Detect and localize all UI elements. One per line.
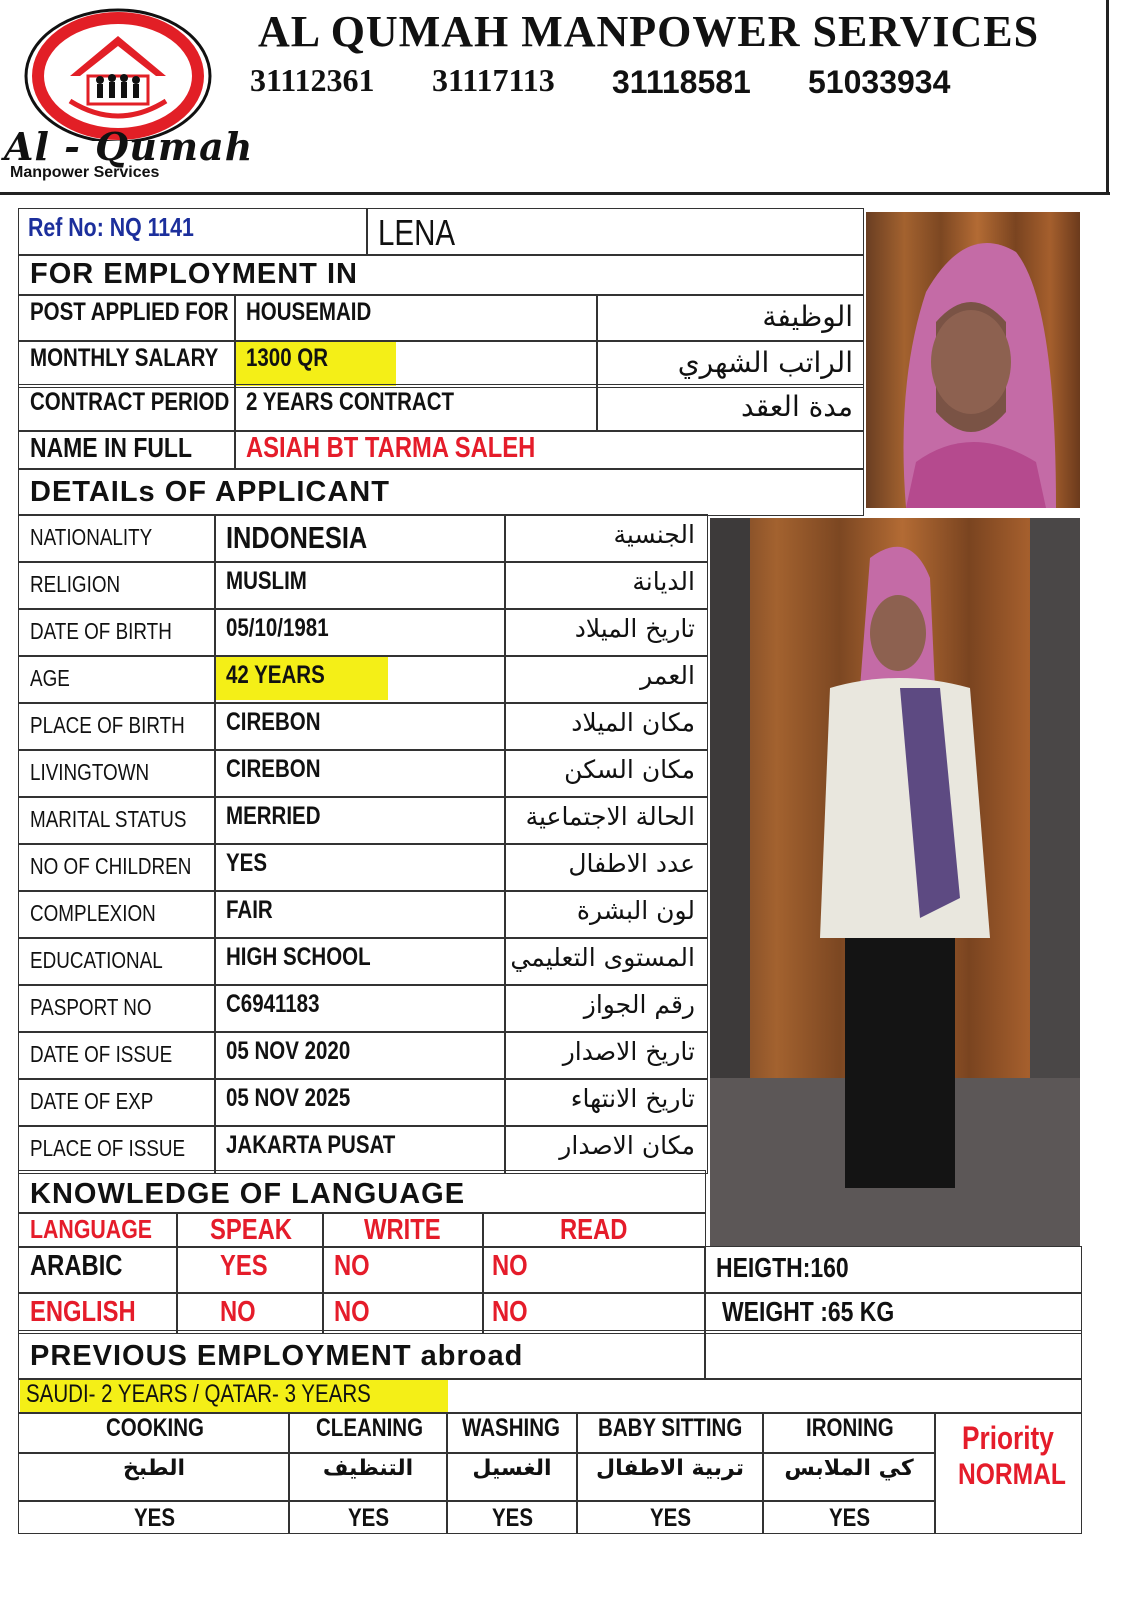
detail-value: JAKARTA PUSAT: [226, 1131, 396, 1159]
detail-label: NATIONALITY: [30, 524, 153, 550]
skill-name: IRONING: [806, 1414, 894, 1442]
detail-value: HIGH SCHOOL: [226, 943, 371, 971]
lang-read: NO: [492, 1250, 528, 1282]
phone-4: 51033934: [808, 64, 951, 100]
logo-house-icon: [0, 6, 240, 141]
detail-value: INDONESIA: [226, 520, 368, 555]
detail-value: 05 NOV 2020: [226, 1037, 351, 1065]
detail-value: 05 NOV 2025: [226, 1084, 351, 1112]
lang-header: WRITE: [364, 1214, 441, 1246]
nickname: LENA: [378, 212, 456, 253]
phone-1: 31112361: [250, 62, 375, 98]
logo-script: Al - Qumah: [4, 124, 254, 169]
detail-value: MERRIED: [226, 802, 321, 830]
phone-2: 31117113: [432, 62, 555, 98]
detail-arabic: الجنسية: [613, 520, 695, 549]
logo-subtitle: Manpower Services: [10, 164, 160, 181]
name-label: NAME IN FULL: [30, 432, 192, 463]
emp-arabic: الوظيفة: [762, 300, 853, 333]
emp-value: HOUSEMAID: [246, 298, 372, 326]
emp-label: CONTRACT PERIOD: [30, 388, 230, 416]
company-name: AL QUMAH MANPOWER SERVICES: [258, 7, 1040, 56]
detail-arabic: مكان السكن: [564, 755, 695, 784]
lang-lang: ENGLISH: [30, 1296, 136, 1328]
details-heading: DETAILs OF APPLICANT: [30, 476, 390, 508]
priority-value: NORMAL: [958, 1458, 1066, 1491]
emp-label: MONTHLY SALARY: [30, 344, 219, 372]
detail-label: PLACE OF ISSUE: [30, 1135, 186, 1161]
detail-arabic: مكان الاصدار: [559, 1131, 695, 1160]
emp-arabic: مدة العقد: [741, 390, 853, 423]
applicant-portrait-photo: [866, 212, 1080, 508]
detail-arabic: تاريخ الميلاد: [574, 614, 695, 643]
skill-name: WASHING: [462, 1414, 560, 1442]
detail-label: COMPLEXION: [30, 900, 156, 926]
detail-label: PASPORT NO: [30, 994, 152, 1020]
skill-arabic: الطبخ: [122, 1456, 186, 1481]
detail-arabic: رقم الجواز: [583, 990, 695, 1019]
company-logo: [0, 6, 254, 186]
emp-value: 2 YEARS CONTRACT: [246, 388, 455, 416]
skill-value: YES: [134, 1504, 176, 1532]
detail-arabic: المستوى التعليمي: [510, 943, 695, 972]
skill-arabic: الغسيل: [472, 1456, 552, 1481]
skill-arabic: تربية الاطفال: [595, 1456, 745, 1481]
detail-arabic: مكان الميلاد: [571, 708, 695, 737]
lang-speak: NO: [220, 1296, 256, 1328]
detail-arabic: تاريخ الانتهاء: [570, 1084, 695, 1113]
detail-arabic: الحالة الاجتماعية: [525, 802, 695, 831]
lang-write: NO: [334, 1250, 370, 1282]
detail-label: NO OF CHILDREN: [30, 853, 192, 879]
skill-arabic: كي الملابس: [784, 1456, 914, 1481]
previous-value: SAUDI- 2 YEARS / QATAR- 3 YEARS: [26, 1380, 371, 1408]
skill-name: COOKING: [106, 1414, 204, 1442]
weight-value: WEIGHT :65 KG: [722, 1296, 895, 1327]
emp-value: 1300 QR: [246, 344, 329, 372]
skill-value: YES: [348, 1504, 390, 1532]
skill-value: YES: [650, 1504, 692, 1532]
detail-arabic: العمر: [640, 661, 695, 690]
detail-value: CIREBON: [226, 755, 321, 783]
detail-arabic: تاريخ الاصدار: [562, 1037, 695, 1066]
skill-value: YES: [829, 1504, 871, 1532]
skill-arabic: التنظيف: [322, 1456, 414, 1481]
height-value: HEIGTH:160: [716, 1252, 849, 1283]
previous-heading: PREVIOUS EMPLOYMENT abroad: [30, 1340, 524, 1372]
lang-read: NO: [492, 1296, 528, 1328]
lang-write: NO: [334, 1296, 370, 1328]
detail-label: EDUCATIONAL: [30, 947, 163, 973]
skill-name: BABY SITTING: [598, 1414, 743, 1442]
header-border-line: [0, 192, 1110, 195]
previous-right-cell: [704, 1330, 1082, 1380]
priority-label: Priority: [962, 1420, 1054, 1456]
detail-value: MUSLIM: [226, 567, 307, 595]
detail-label: RELIGION: [30, 571, 121, 597]
detail-value: YES: [226, 849, 268, 877]
full-name: ASIAH BT TARMA SALEH: [246, 432, 536, 464]
header-right-border: [1106, 0, 1109, 195]
detail-value: 42 YEARS: [226, 661, 325, 689]
lang-lang: ARABIC: [30, 1250, 123, 1282]
detail-value: FAIR: [226, 896, 273, 924]
applicant-full-photo: [710, 518, 1080, 1246]
lang-header: SPEAK: [210, 1214, 292, 1246]
detail-label: DATE OF EXP: [30, 1088, 154, 1114]
skill-name: CLEANING: [316, 1414, 424, 1442]
detail-label: DATE OF BIRTH: [30, 618, 172, 644]
skill-value: YES: [492, 1504, 534, 1532]
detail-label: DATE OF ISSUE: [30, 1041, 173, 1067]
detail-label: LIVINGTOWN: [30, 759, 150, 785]
phone-3: 31118581: [612, 64, 751, 100]
detail-label: AGE: [30, 665, 70, 691]
detail-arabic: الديانة: [632, 567, 695, 596]
detail-arabic: لون البشرة: [576, 896, 695, 925]
lang-header: READ: [560, 1214, 628, 1246]
detail-value: 05/10/1981: [226, 614, 329, 642]
detail-arabic: عدد الاطفال: [568, 849, 695, 878]
employment-heading: FOR EMPLOYMENT IN: [30, 258, 358, 290]
emp-label: POST APPLIED FOR: [30, 298, 229, 326]
ref-number: Ref No: NQ 1141: [28, 212, 194, 242]
emp-arabic: الراتب الشهري: [677, 346, 853, 379]
lang-header: LANGUAGE: [30, 1214, 153, 1244]
detail-value: C6941183: [226, 990, 320, 1018]
lang-speak: YES: [220, 1250, 268, 1282]
language-heading: KNOWLEDGE OF LANGUAGE: [30, 1178, 466, 1210]
detail-value: CIREBON: [226, 708, 321, 736]
detail-label: MARITAL STATUS: [30, 806, 187, 832]
detail-label: PLACE OF BIRTH: [30, 712, 185, 738]
